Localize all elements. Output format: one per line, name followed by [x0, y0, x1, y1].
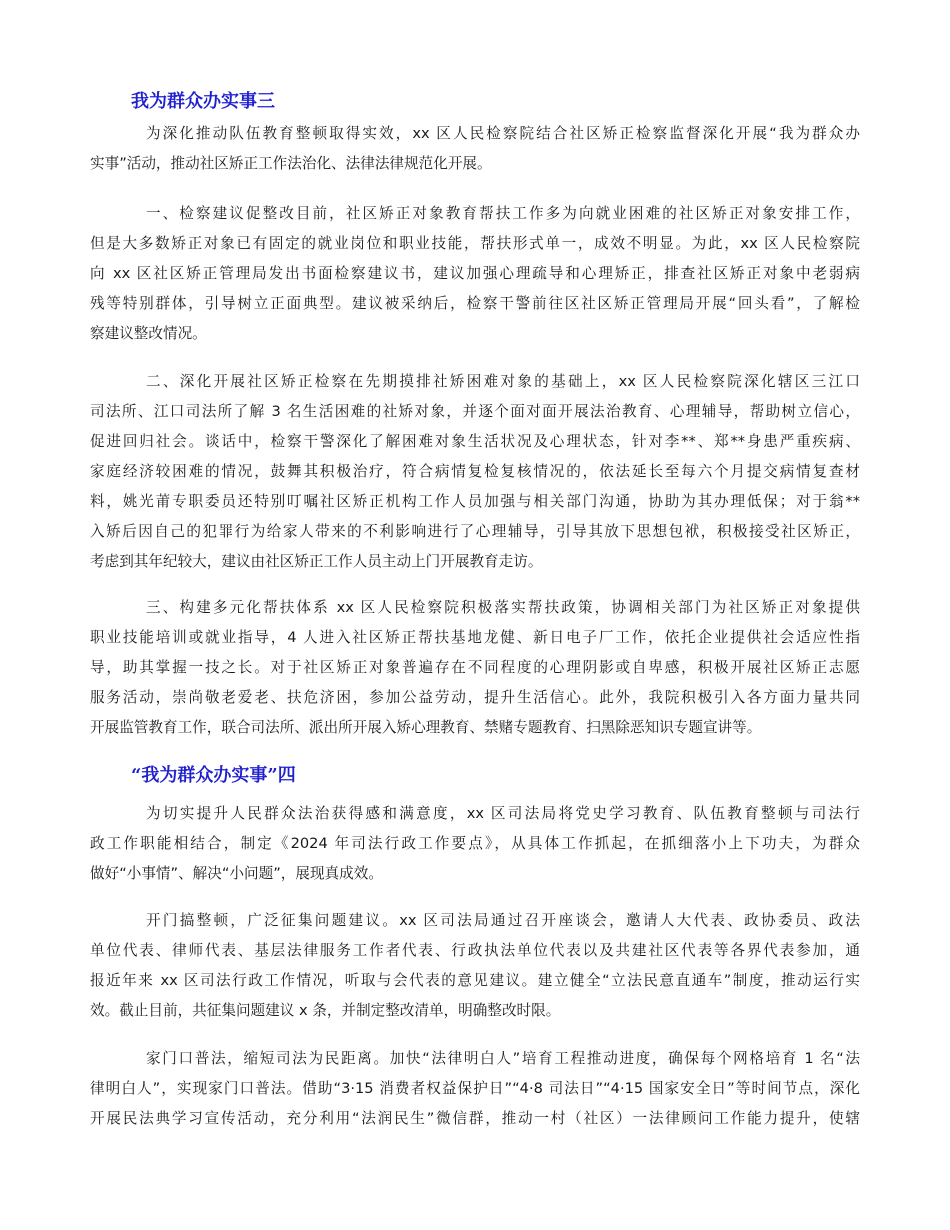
text-line: 入矫后因自己的犯罪行为给家人带来的不利影响进行了心理辅导，引导其放下思想包袱，积极接受社区矫正，	[90, 523, 860, 540]
text-line: 导，助其掌握一技之长。对于社区矫正对象普遍存在不同程度的心理阴影或自卑感，积极开展社区矫正志愿	[90, 659, 860, 676]
text-line: 政工作职能相结合，制定《2024 年司法行政工作要点》，从具体工作抓起，在抓细落小上下功夫，为群众	[90, 835, 860, 852]
text-line: 为深化推动队伍教育整顿取得实效，xx 区人民检察院结合社区矫正检察监督深化开展“我为群众办	[146, 125, 860, 142]
paragraph	[90, 799, 860, 889]
section-title: 我为群众办实事三	[131, 91, 275, 112]
text-line: 考虑到其年纪较大，建议由社区矫正工作人员主动上门开展教育走访。	[90, 553, 543, 570]
text-line: 一、检察建议促整改目前，社区矫正对象教育帮扶工作多为向就业困难的社区矫正对象安排工作，	[146, 205, 860, 222]
text-line: 开展监管教育工作，联合司法所、派出所开展入矫心理教育、禁赌专题教育、扫黑除恶知识专题宣讲等。	[90, 719, 762, 736]
paragraph	[90, 367, 860, 577]
text-line: 为切实提升人民群众法治获得感和满意度，xx 区司法局将党史学习教育、队伍教育整顿与司法行	[146, 805, 860, 822]
text-line: 实事”活动，推动社区矫正工作法治化、法律法律规范化开展。	[90, 155, 492, 172]
text-line: 律明白人”，实现家门口普法。借助“3·15 消费者权益保护日”“4·8 司法日”“4·15 国家安全日”等时间节点，深化	[90, 1080, 860, 1097]
text-line: 效。截止目前，共征集问题建议 x 条，并制定整改清单，明确整改时限。	[90, 1002, 561, 1019]
paragraph	[90, 199, 860, 349]
text-line: 但是大多数矫正对象已有固定的就业岗位和职业技能，帮扶形式单一，成效不明显。为此，xx 区人民检察院	[90, 235, 860, 252]
text-line: 残等特别群体，引导树立正面典型。建议被采纳后，检察干警前往区社区矫正管理局开展“回头看”，了解检	[90, 295, 860, 312]
text-line: 料，姚光莆专职委员还特别叮嘱社区矫正机构工作人员加强与相关部门沟通，协助为其办理低保；对于翁**	[90, 493, 860, 510]
text-line: 察建议整改情况。	[90, 325, 207, 342]
text-line: 开展民法典学习宣传活动，充分利用“法润民生”微信群，推动一村（社区）一法律顾问工作能力提升，使辖	[90, 1110, 860, 1127]
text-line: 职业技能培训或就业指导，4 人进入社区矫正帮扶基地龙健、新日电子厂工作，依托企业提供社会适应性指	[90, 629, 860, 646]
text-line: 单位代表、律师代表、基层法律服务工作者代表、行政执法单位代表以及共建社区代表等各界代表参加，通	[90, 942, 860, 959]
text-line: 家门口普法，缩短司法为民距离。加快“法律明白人”培育工程推动进度，确保每个网格培育 1 名“法	[146, 1050, 860, 1067]
text-line: 报近年来 xx 区司法行政工作情况，听取与会代表的意见建议。建立健全“立法民意直通车”制度，推动运行实	[90, 972, 860, 989]
text-line: 做好“小事情”、解决“小问题”，展现真成效。	[90, 865, 383, 882]
text-line: 开门搞整顿，广泛征集问题建议。xx 区司法局通过召开座谈会，邀请人大代表、政协委员、政法	[146, 912, 860, 929]
text-line: 三、构建多元化帮扶体系 xx 区人民检察院积极落实帮扶政策，协调相关部门为社区矫正对象提供	[146, 599, 860, 616]
text-line: 家庭经济较困难的情况，鼓舞其积极治疗，符合病情复检复核情况的，依法延长至每六个月提交病情复查材	[90, 463, 860, 480]
text-line: 司法所、江口司法所了解 3 名生活困难的社矫对象，并逐个面对面开展法治教育、心理辅导，帮助树立信心，	[90, 403, 860, 420]
text-line: 促进回归社会。谈话中，检察干警深化了解困难对象生活状况及心理状态，针对李**、郑**身患严重疾病、	[90, 433, 860, 450]
section-title: “我为群众办实事”四	[131, 765, 296, 786]
paragraph	[90, 119, 860, 179]
paragraph	[90, 1044, 860, 1134]
paragraph	[90, 593, 860, 743]
text-line: 服务活动，崇尚敬老爱老、扶危济困，参加公益劳动，提升生活信心。此外，我院积极引入各方面力量共同	[90, 689, 860, 706]
text-line: 二、深化开展社区矫正检察在先期摸排社矫困难对象的基础上，xx 区人民检察院深化辖区三江口	[146, 373, 860, 390]
text-line: 向 xx 区社区矫正管理局发出书面检察建议书，建议加强心理疏导和心理矫正，排查社区矫正对象中老弱病	[90, 265, 860, 282]
paragraph	[90, 906, 860, 1026]
